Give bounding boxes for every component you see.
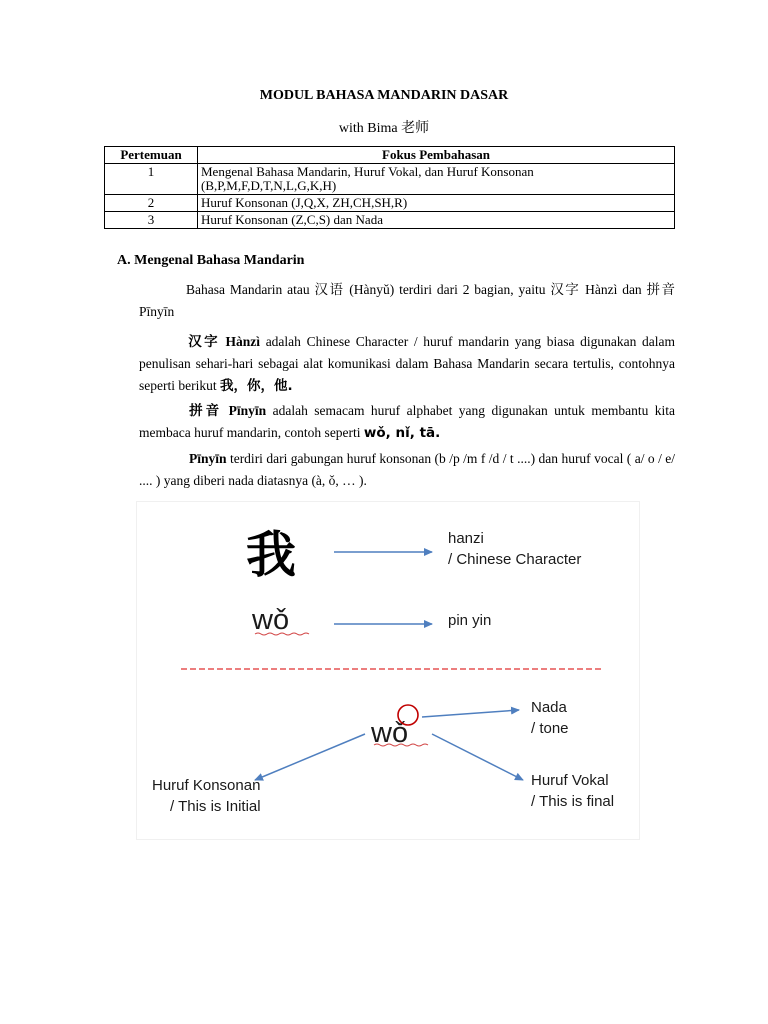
table-header-fokus: Fokus Pembahasan bbox=[198, 147, 675, 164]
hanzi-example: 我，你，他. bbox=[219, 378, 293, 394]
hanzi-term: 汉字 Hànzì bbox=[186, 334, 261, 349]
paragraph-pinyin-structure bbox=[139, 448, 675, 492]
pinyin-structure-description: terdiri dari gabungan huruf konsonan (b /p /m f /d / t ....) dan huruf vocal ( a/ o / e/ .... ) yang diberi nada diatasnya (à, ǒ, … ). bbox=[139, 451, 675, 488]
pinyin-structure-term: Pīnyīn bbox=[189, 451, 227, 466]
label-huruf-vokal: Huruf Vokal bbox=[531, 772, 609, 789]
table-row bbox=[105, 212, 675, 229]
label-chinese-character: / Chinese Character bbox=[448, 551, 582, 568]
table-cell-topic: Mengenal Bahasa Mandarin, Huruf Vokal, dan Huruf Konsonan (B,P,M,F,D,T,N,L,G,K,H) bbox=[198, 164, 675, 195]
paragraph-hanzi bbox=[139, 331, 675, 397]
pinyin-example: wǒ, nǐ, tā. bbox=[363, 425, 441, 441]
paragraph-intro-text: Bahasa Mandarin atau 汉语 (Hànyǔ) terdiri dari 2 bagian, yaitu 汉字 Hànzì dan 拼音 Pīnyīn bbox=[139, 282, 675, 319]
table-cell-topic: Huruf Konsonan (J,Q,X, ZH,CH,SH,R) bbox=[198, 195, 675, 212]
label-final: / This is final bbox=[531, 793, 615, 810]
arrow-konsonan bbox=[255, 734, 365, 780]
label-hanzi: hanzi bbox=[448, 530, 484, 547]
schedule-table bbox=[104, 146, 675, 229]
table-cell-topic: Huruf Konsonan (Z,C,S) dan Nada bbox=[198, 212, 675, 229]
paragraph-intro bbox=[139, 279, 675, 323]
arrow-vokal bbox=[432, 734, 523, 780]
label-nada: Nada bbox=[531, 699, 567, 716]
table-cell-num: 2 bbox=[105, 195, 198, 212]
section-a-heading: A. Mengenal Bahasa Mandarin bbox=[117, 253, 305, 268]
arrow-nada bbox=[422, 710, 519, 717]
pinyin-description: adalah semacam huruf alphabet yang digunakan untuk membantu kita membaca huruf mandarin, contoh seperti bbox=[139, 403, 676, 440]
pinyin-term: 拼音 Pīnyīn bbox=[186, 403, 267, 418]
table-header-row bbox=[105, 147, 675, 164]
table-row bbox=[105, 164, 675, 195]
table-cell-num: 1 bbox=[105, 164, 198, 195]
table-cell-num: 3 bbox=[105, 212, 198, 229]
document-title: MODUL BAHASA MANDARIN DASAR bbox=[259, 88, 509, 103]
label-pinyin: pin yin bbox=[448, 612, 492, 629]
label-huruf-konsonan: Huruf Konsonan bbox=[152, 777, 261, 794]
diagram-pinyin-word: wǒ bbox=[252, 604, 290, 636]
hanzi-description: adalah Chinese Character / huruf mandarin yang biasa digunakan dalam penulisan sehari-hari sebagai alat komunikasi dalam Bahasa Mandarin secara tertulis, contohnya seperti berikut bbox=[139, 334, 675, 393]
diagram-center-word: wǒ bbox=[371, 717, 409, 749]
label-initial: / This is Initial bbox=[170, 798, 261, 815]
pinyin-diagram bbox=[137, 502, 639, 839]
diagram-hanzi-char: 我 bbox=[246, 526, 296, 584]
table-row bbox=[105, 195, 675, 212]
paragraph-pinyin bbox=[139, 400, 675, 444]
label-tone: / tone bbox=[531, 720, 569, 737]
document-subtitle: with Bima 老师 bbox=[338, 121, 430, 136]
table-header-pertemuan: Pertemuan bbox=[105, 147, 198, 164]
